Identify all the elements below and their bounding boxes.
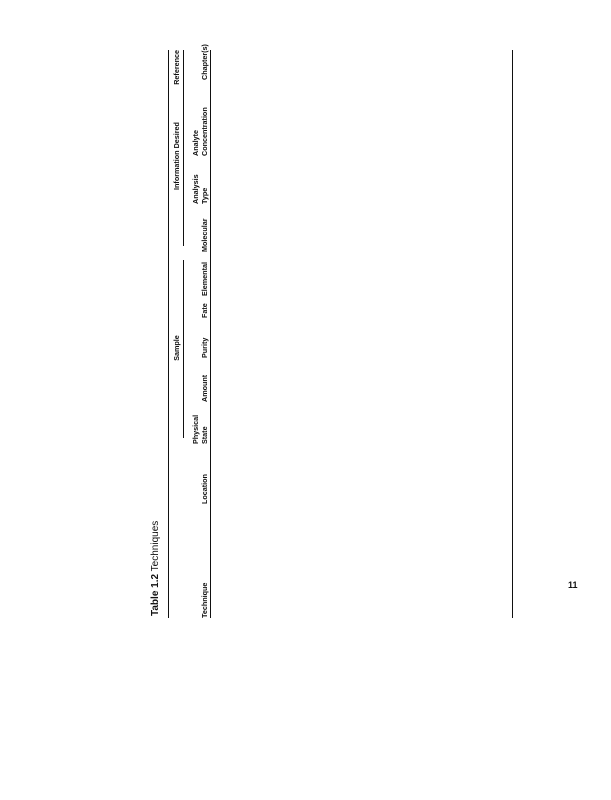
group-underline-sample (183, 260, 184, 438)
col-header-purity (200, 338, 209, 358)
group-header-sample: Sample (172, 335, 181, 361)
col-header-molecular (200, 218, 209, 252)
rotated-table (148, 18, 518, 618)
col-header-technique-line: Technique (200, 582, 209, 618)
col-header-location (200, 474, 209, 504)
header-rule (210, 50, 211, 618)
col-header-elemental (200, 262, 209, 296)
col-header-chapters-line: Chapter(s) (200, 44, 209, 80)
col-header-location-line: Location (200, 474, 209, 504)
col-header-technique (200, 583, 209, 618)
col-header-amount-line: Amount (200, 374, 209, 402)
col-header-molecular-line: Molecular (200, 218, 209, 252)
table-label: Table 1.2 (150, 573, 161, 616)
group-header-reference: Reference (172, 50, 181, 85)
col-header-amount (200, 375, 209, 402)
top-rule (168, 50, 169, 618)
col-header-analyte-concentration-line: Concentration (200, 107, 209, 156)
col-header-elemental-line: Elemental (200, 262, 209, 296)
col-header-fate (200, 303, 209, 318)
table-caption (150, 521, 161, 616)
table-title: Techniques (150, 520, 161, 572)
col-header-fate-line: Fate (200, 303, 209, 318)
group-underline-reference (183, 50, 184, 90)
col-header-analysis-type-line: Type (200, 187, 209, 204)
page-number: 11 (568, 580, 578, 590)
bottom-rule (512, 50, 513, 618)
col-header-physical-state-line: Physical (191, 414, 200, 444)
col-header-physical-state (191, 415, 209, 444)
col-header-purity-line: Purity (200, 337, 209, 358)
group-header-info: Information Desired (172, 122, 181, 190)
col-header-chapters (200, 44, 209, 80)
col-header-analysis-type-line: Analysis (191, 174, 200, 204)
col-header-analyte-concentration (191, 107, 209, 156)
col-header-physical-state-line: State (200, 426, 209, 444)
col-header-analysis-type (191, 174, 209, 204)
col-header-analyte-concentration-line: Analyte (191, 130, 200, 156)
group-underline-info (183, 68, 184, 246)
